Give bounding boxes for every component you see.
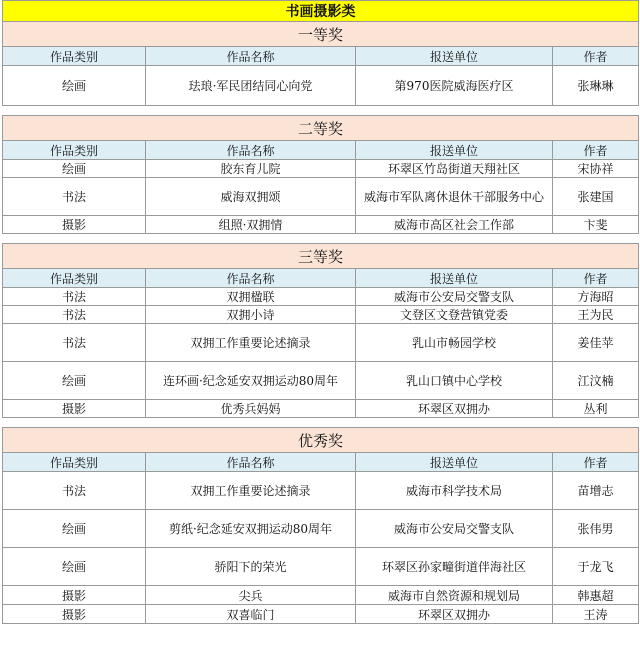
cell-author: 丛利	[553, 400, 639, 418]
cell-unit: 威海市自然资源和规划局	[356, 586, 553, 605]
col-header-category: 作品类别	[3, 269, 146, 288]
cell-category: 摄影	[3, 400, 146, 418]
section-title: 一等奖	[3, 22, 639, 47]
cell-unit: 环翠区双拥办	[356, 400, 553, 418]
cell-name: 胶东育儿院	[146, 160, 356, 178]
table-row	[3, 178, 639, 216]
section-title: 二等奖	[3, 116, 639, 141]
cell-name: 双拥工作重要论述摘录	[146, 472, 356, 510]
cell-category: 书法	[3, 472, 146, 510]
spacer	[3, 234, 639, 244]
col-header-category: 作品类别	[3, 453, 146, 472]
title-row	[3, 1, 639, 22]
cell-name: 优秀兵妈妈	[146, 400, 356, 418]
cell-unit: 环翠区孙家疃街道伴海社区	[356, 548, 553, 586]
cell-category: 摄影	[3, 605, 146, 624]
table-row	[3, 306, 639, 324]
spacer	[3, 418, 639, 428]
cell-unit: 文登区文登营镇党委	[356, 306, 553, 324]
table-row	[3, 66, 639, 106]
table-row	[3, 160, 639, 178]
cell-unit: 乳山口镇中心学校	[356, 362, 553, 400]
table-row	[3, 605, 639, 624]
table-row	[3, 400, 639, 418]
cell-unit: 威海市高区社会工作部	[356, 216, 553, 234]
cell-author: 张琳琳	[553, 66, 639, 106]
cell-author: 江汶楠	[553, 362, 639, 400]
cell-category: 摄影	[3, 216, 146, 234]
cell-name: 威海双拥颂	[146, 178, 356, 216]
cell-name: 组照·双拥情	[146, 216, 356, 234]
cell-category: 摄影	[3, 586, 146, 605]
table-title: 书画摄影类	[3, 1, 639, 22]
cell-author: 于龙飞	[553, 548, 639, 586]
cell-name: 双喜临门	[146, 605, 356, 624]
cell-category: 书法	[3, 288, 146, 306]
cell-unit: 第970医院威海医疗区	[356, 66, 553, 106]
col-header-unit: 报送单位	[356, 141, 553, 160]
cell-category: 绘画	[3, 66, 146, 106]
cell-category: 绘画	[3, 548, 146, 586]
header-row	[3, 141, 639, 160]
col-header-name: 作品名称	[146, 141, 356, 160]
cell-unit: 威海市军队离休退休干部服务中心	[356, 178, 553, 216]
cell-category: 绘画	[3, 362, 146, 400]
cell-author: 张建国	[553, 178, 639, 216]
cell-name: 双拥楹联	[146, 288, 356, 306]
header-row	[3, 453, 639, 472]
col-header-author: 作者	[553, 141, 639, 160]
col-header-author: 作者	[553, 269, 639, 288]
cell-category: 书法	[3, 324, 146, 362]
cell-name: 双拥小诗	[146, 306, 356, 324]
cell-unit: 威海市公安局交警支队	[356, 510, 553, 548]
table-row	[3, 548, 639, 586]
cell-author: 方海昭	[553, 288, 639, 306]
cell-name: 珐琅·军民团结同心向党	[146, 66, 356, 106]
cell-name: 双拥工作重要论述摘录	[146, 324, 356, 362]
cell-unit: 威海市科学技术局	[356, 472, 553, 510]
cell-author: 苗增志	[553, 472, 639, 510]
cell-name: 连环画·纪念延安双拥运动80周年	[146, 362, 356, 400]
section-title: 三等奖	[3, 244, 639, 269]
cell-unit: 乳山市畅园学校	[356, 324, 553, 362]
cell-author: 卞斐	[553, 216, 639, 234]
col-header-name: 作品名称	[146, 269, 356, 288]
header-row	[3, 269, 639, 288]
cell-name: 骄阳下的荣光	[146, 548, 356, 586]
cell-name: 剪纸·纪念延安双拥运动80周年	[146, 510, 356, 548]
section-title: 优秀奖	[3, 428, 639, 453]
header-row	[3, 47, 639, 66]
cell-unit: 环翠区双拥办	[356, 605, 553, 624]
cell-author: 张伟男	[553, 510, 639, 548]
col-header-unit: 报送单位	[356, 269, 553, 288]
cell-category: 书法	[3, 306, 146, 324]
table-row	[3, 586, 639, 605]
table-row	[3, 362, 639, 400]
col-header-author: 作者	[553, 47, 639, 66]
col-header-name: 作品名称	[146, 47, 356, 66]
cell-author: 宋协祥	[553, 160, 639, 178]
cell-author: 姜佳苹	[553, 324, 639, 362]
cell-category: 绘画	[3, 510, 146, 548]
table-row	[3, 324, 639, 362]
awards-table	[2, 0, 639, 624]
cell-author: 王涛	[553, 605, 639, 624]
cell-author: 韩惠超	[553, 586, 639, 605]
col-header-unit: 报送单位	[356, 453, 553, 472]
col-header-name: 作品名称	[146, 453, 356, 472]
cell-category: 绘画	[3, 160, 146, 178]
cell-unit: 环翠区竹岛街道天翔社区	[356, 160, 553, 178]
table-row	[3, 510, 639, 548]
table-row	[3, 288, 639, 306]
table-row	[3, 216, 639, 234]
col-header-unit: 报送单位	[356, 47, 553, 66]
cell-name: 尖兵	[146, 586, 356, 605]
table-row	[3, 472, 639, 510]
cell-unit: 威海市公安局交警支队	[356, 288, 553, 306]
cell-category: 书法	[3, 178, 146, 216]
spacer	[3, 106, 639, 116]
col-header-category: 作品类别	[3, 47, 146, 66]
col-header-category: 作品类别	[3, 141, 146, 160]
col-header-author: 作者	[553, 453, 639, 472]
cell-author: 王为民	[553, 306, 639, 324]
